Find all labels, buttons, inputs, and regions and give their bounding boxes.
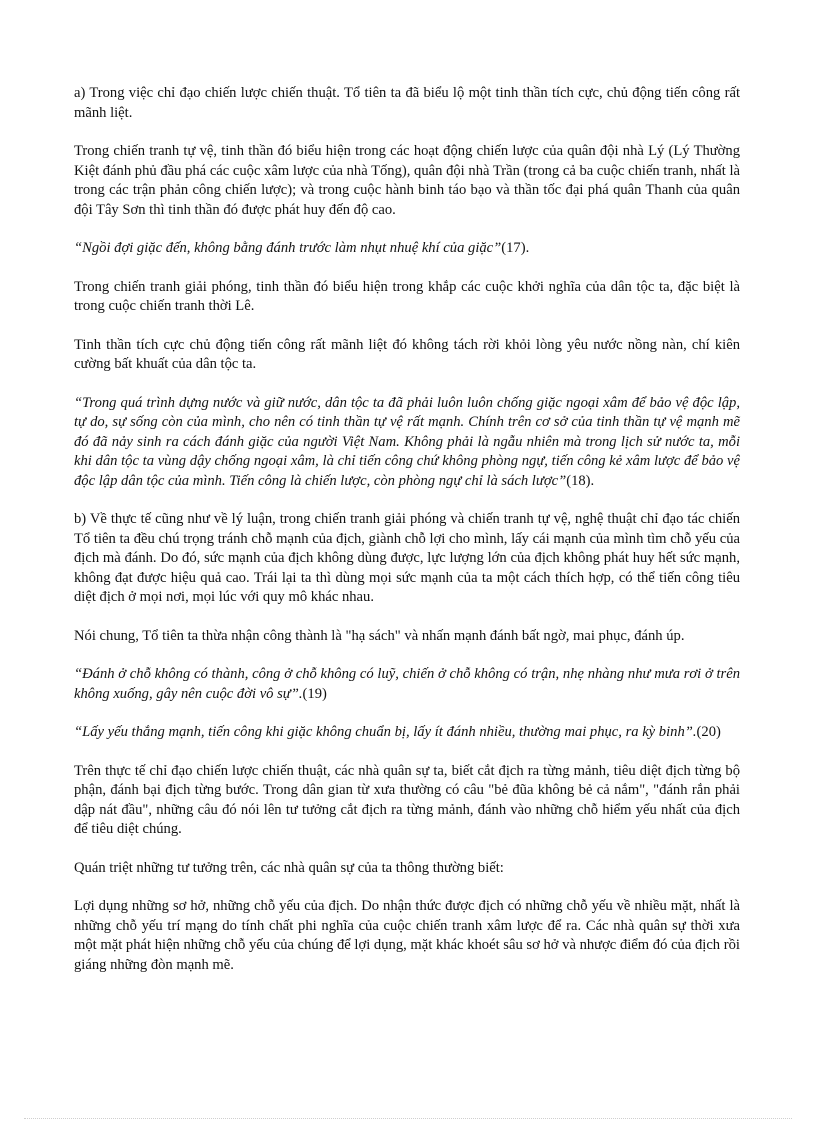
paragraph-b-theory: b) Về thực tế cũng như về lý luận, trong chiến tranh giải phóng và chiến tranh tự vệ, nghệ thuật chỉ đạo tác chiến Tổ tiên ta đều chú trọng tránh chỗ mạnh của địch, giành chỗ lợi cho mình, lấy cái mạnh của mình tìm chỗ yếu của địch mà đánh. Do đó, sức mạnh của địch không dùng được, lực lượng lớn của địch không phát huy hết sức mạnh, không đạt được hiệu quả cao. Trái lại ta thì dùng mọi sức mạnh của ta một cách thích hợp, có thể tiến công tiêu diệt địch ở mọi nơi, mọi lúc với quy mô khác nhau. (74, 511, 740, 605)
quote-18-ref: (18). (566, 472, 595, 489)
quote-19-ref: (19) (302, 685, 327, 702)
paragraph-spirit: Tinh thần tích cực chủ động tiến công rất mãnh liệt đó không tách rời khỏi lòng yêu nước nồng nàn, chí kiên cường bất khuất của dân tộc ta. (74, 336, 740, 372)
page-bottom-divider (24, 1118, 792, 1119)
quote-20-text: “Lấy yếu thắng mạnh, tiến công khi giặc không chuẩn bị, lấy ít đánh nhiều, thường mai phục, ra kỳ binh”. (74, 724, 697, 740)
document-page (74, 84, 740, 994)
paragraph-a-intro: a) Trong việc chỉ đạo chiến lược chiến thuật. Tổ tiên ta đã biểu lộ một tinh thần tích cực, chủ động tiến công rất mãnh liệt. (74, 85, 740, 121)
paragraph-practice: Trên thực tế chỉ đạo chiến lược chiến thuật, các nhà quân sự ta, biết cắt địch ra từng mảnh, tiêu diệt địch từng bộ phận, đánh bại địch từng bước. Trong dân gian từ xưa thường có câu "bẻ đũa không bẻ cả nắm", "đánh rắn phải dập nát đầu", những câu đó nói lên tư tưởng cắt địch ra từng mảnh, đánh vào những chỗ hiểm yếu nhất của địch để tiêu diệt chúng. (74, 762, 740, 837)
quote-17-text: “Ngồi đợi giặc đến, không bằng đánh trước làm nhụt nhuệ khí của giặc” (74, 240, 502, 256)
paragraph-self-defense: Trong chiến tranh tự vệ, tinh thần đó biểu hiện trong các hoạt động chiến lược của quân đội nhà Lý (Lý Thường Kiệt đánh phủ đầu phá các cuộc xâm lược của nhà Tống), quân đội nhà Trần (trong cả ba cuộc chiến tranh, nhất là trong các trận phản công chiến lược); và trong cuộc hành binh táo bạo và thần tốc đại phá quân Thanh của quân đội Tây Sơn thì tinh thần đó được phát huy đến độ cao. (74, 143, 740, 218)
paragraph-exploit-weakness: Lợi dụng những sơ hở, những chỗ yếu của địch. Do nhận thức được địch có những chỗ yếu về nhiều mặt, nhất là những chỗ yếu trí mạng do tính chất phi nghĩa của cuộc chiến tranh xâm lược để ra. Các nhà quân sự thời xưa một mặt phát hiện những chỗ yếu của chúng để lợi dụng, mặt khác khoét sâu sơ hở và nhược điểm đó của địch rồi giáng những đòn mạnh mẽ. (74, 898, 740, 973)
quote-20 (74, 723, 740, 743)
quote-19-text: “Đánh ở chỗ không có thành, công ở chỗ không có luỹ, chiến ở chỗ không có trận, nhẹ nhàng như mưa rơi ở trên không xuống, gây nên cuộc đời vô sự”. (74, 666, 740, 702)
quote-17 (74, 239, 740, 259)
quote-20-ref: (20) (696, 724, 721, 740)
quote-18 (74, 394, 740, 492)
paragraph-thorough: Quán triệt những tư tưởng trên, các nhà quân sự của ta thông thường biết: (74, 859, 504, 876)
quote-17-ref: (17). (501, 240, 530, 256)
quote-18-text: “Trong quá trình dựng nước và giữ nước, dân tộc ta đã phải luôn luôn chống giặc ngoại xâm để bảo vệ độc lập, tự do, sự sống còn của mình, cho nên có tinh thần tự vệ rất mạnh. Chính trên cơ sở của tinh thần tự vệ mạnh mẽ đó đã nảy sinh ra cách đánh giặc của người Việt Nam. Không phải là ngẫu nhiên mà trong lịch sử nước ta, mỗi khi dân tộc ta vùng dậy chống ngoại xâm, là chỉ tiến công chứ không phòng ngự, tiến công kẻ xâm lược để bảo vệ độc lập dân tộc của mình. Tiến công là chiến lược, còn phòng ngự chỉ là sách lược” (74, 394, 740, 489)
paragraph-general: Nói chung, Tổ tiên ta thừa nhận công thành là "hạ sách" và nhấn mạnh đánh bất ngờ, mai phục, đánh úp. (74, 627, 685, 644)
paragraph-liberation: Trong chiến tranh giải phóng, tinh thần đó biểu hiện trong khắp các cuộc khởi nghĩa của dân tộc ta, đặc biệt là trong cuộc chiến tranh thời Lê. (74, 278, 740, 314)
quote-19 (74, 665, 740, 704)
